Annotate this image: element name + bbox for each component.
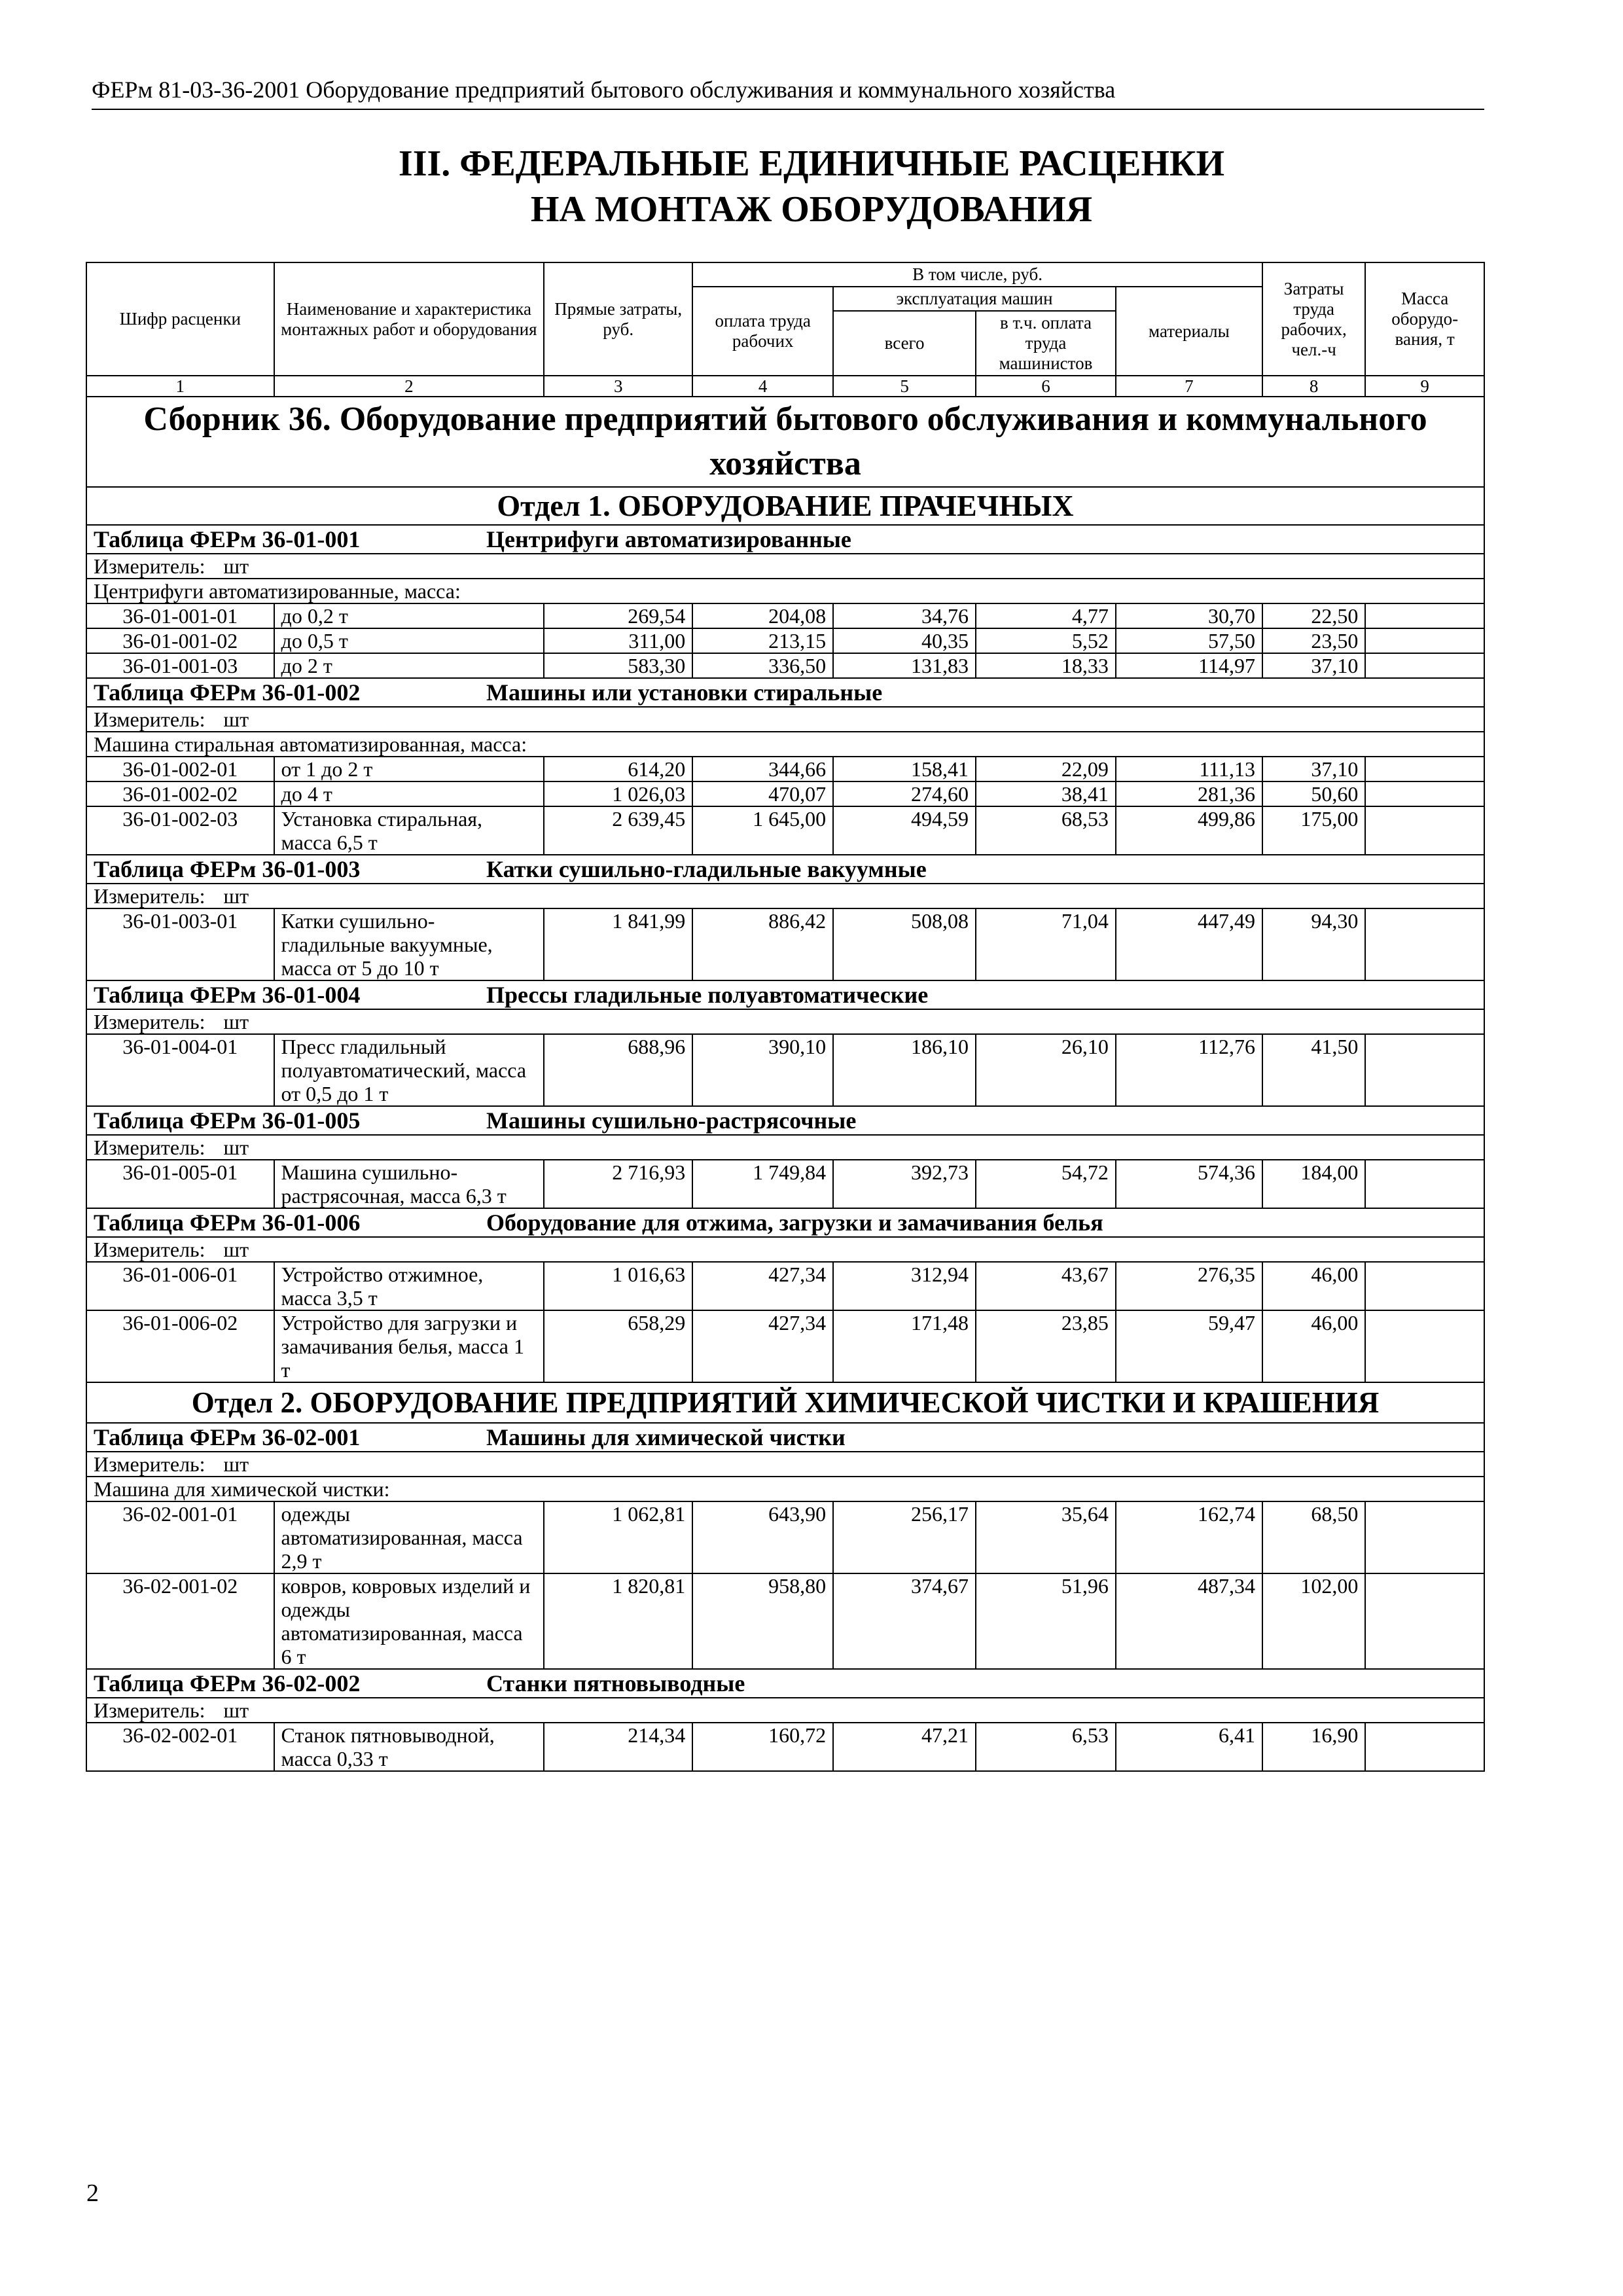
table-name: Прессы гладильные полуавтоматические <box>486 982 929 1008</box>
meter-row <box>86 884 1484 908</box>
rate-code: 36-01-001-02 <box>86 628 274 653</box>
meter-unit: шт <box>223 1238 249 1261</box>
equipment-mass <box>1365 1573 1484 1669</box>
table-row <box>86 806 1484 855</box>
group-caption: Машина для химической чистки: <box>86 1477 1484 1501</box>
table-row <box>86 653 1484 678</box>
equipment-mass <box>1365 1501 1484 1573</box>
operator-pay: 51,96 <box>976 1573 1116 1669</box>
operator-pay: 38,41 <box>976 781 1116 806</box>
materials: 112,76 <box>1116 1034 1262 1106</box>
meter-row <box>86 1135 1484 1160</box>
header-name: Наименование и характеристика монтажных работ и оборудования <box>274 262 544 376</box>
equipment-mass <box>1365 628 1484 653</box>
materials: 574,36 <box>1116 1160 1262 1208</box>
table-name: Катки сушильно-гладильные вакуумные <box>486 856 927 882</box>
table-row <box>86 908 1484 980</box>
materials: 30,70 <box>1116 603 1262 628</box>
machines-total: 186,10 <box>833 1034 976 1106</box>
machines-total: 40,35 <box>833 628 976 653</box>
header-mass: Масса оборудо-вания, т <box>1365 262 1484 376</box>
materials: 276,35 <box>1116 1262 1262 1310</box>
rate-code: 36-01-004-01 <box>86 1034 274 1106</box>
machines-total: 494,59 <box>833 806 976 855</box>
work-name: Установка стиральная, масса 6,5 т <box>274 806 544 855</box>
table-heading-row <box>86 1106 1484 1135</box>
caption-row <box>86 1477 1484 1501</box>
meter-label: Измеритель: <box>94 1698 205 1722</box>
labor-pay: 1 645,00 <box>692 806 833 855</box>
caption-row <box>86 579 1484 603</box>
table-code: Таблица ФЕРм 36-02-001 <box>94 1424 361 1450</box>
table-row <box>86 1501 1484 1573</box>
rate-code: 36-01-002-03 <box>86 806 274 855</box>
table-row <box>86 1034 1484 1106</box>
direct-costs: 1 841,99 <box>544 908 692 980</box>
table-header <box>86 262 1484 397</box>
meter-label: Измеритель: <box>94 1010 205 1033</box>
direct-costs: 311,00 <box>544 628 692 653</box>
operator-pay: 5,52 <box>976 628 1116 653</box>
equipment-mass <box>1365 1034 1484 1106</box>
meter-label: Измеритель: <box>94 1452 205 1476</box>
column-number: 4 <box>692 376 833 397</box>
column-numbers <box>86 376 1484 397</box>
table-heading-row <box>86 1423 1484 1452</box>
table-row <box>86 1723 1484 1771</box>
operator-pay: 26,10 <box>976 1034 1116 1106</box>
labor-pay: 344,66 <box>692 757 833 781</box>
labor-hours: 22,50 <box>1262 603 1365 628</box>
labor-pay: 427,34 <box>692 1310 833 1382</box>
rates-table <box>86 262 1485 1772</box>
rate-code: 36-01-003-01 <box>86 908 274 980</box>
labor-hours: 50,60 <box>1262 781 1365 806</box>
group-caption: Машина стиральная автоматизированная, масса: <box>86 732 1484 757</box>
work-name: Пресс гладильный полуавтоматический, масса от 0,5 до 1 т <box>274 1034 544 1106</box>
direct-costs: 269,54 <box>544 603 692 628</box>
header-direct-costs: Прямые затраты, руб. <box>544 262 692 376</box>
operator-pay: 6,53 <box>976 1723 1116 1771</box>
table-code: Таблица ФЕРм 36-01-003 <box>94 856 361 882</box>
equipment-mass <box>1365 603 1484 628</box>
machines-total: 158,41 <box>833 757 976 781</box>
labor-pay: 427,34 <box>692 1262 833 1310</box>
table-name: Оборудование для отжима, загрузки и замачивания белья <box>486 1210 1103 1236</box>
labor-pay: 470,07 <box>692 781 833 806</box>
column-number: 7 <box>1116 376 1262 397</box>
operator-pay: 23,85 <box>976 1310 1116 1382</box>
equipment-mass <box>1365 653 1484 678</box>
materials: 487,34 <box>1116 1573 1262 1669</box>
header-including: В том числе, руб. <box>692 262 1262 287</box>
table-row <box>86 757 1484 781</box>
machines-total: 34,76 <box>833 603 976 628</box>
table-row <box>86 628 1484 653</box>
direct-costs: 2 639,45 <box>544 806 692 855</box>
table-row <box>86 1310 1484 1382</box>
rate-code: 36-01-002-02 <box>86 781 274 806</box>
table-code: Таблица ФЕРм 36-01-006 <box>94 1210 361 1236</box>
operator-pay: 54,72 <box>976 1160 1116 1208</box>
table-heading-row <box>86 1208 1484 1237</box>
labor-hours: 46,00 <box>1262 1310 1365 1382</box>
table-name: Машины сушильно-растрясочные <box>486 1107 857 1134</box>
table-heading <box>86 1208 1484 1237</box>
table-name: Центрифуги автоматизированные <box>486 526 851 552</box>
column-number: 6 <box>976 376 1116 397</box>
table-row <box>86 1573 1484 1669</box>
meter-label: Измеритель: <box>94 1238 205 1261</box>
table-heading <box>86 1669 1484 1698</box>
table-heading-row <box>86 525 1484 554</box>
materials: 59,47 <box>1116 1310 1262 1382</box>
column-number: 2 <box>274 376 544 397</box>
equipment-mass <box>1365 781 1484 806</box>
division-title: Отдел 1. ОБОРУДОВАНИЕ ПРАЧЕЧНЫХ <box>86 487 1484 525</box>
rate-code: 36-02-001-02 <box>86 1573 274 1669</box>
table-heading-row <box>86 1669 1484 1698</box>
work-name: Машина сушильно-растрясочная, масса 6,3 т <box>274 1160 544 1208</box>
direct-costs: 688,96 <box>544 1034 692 1106</box>
work-name: ковров, ковровых изделий и одежды автоматизированная, масса 6 т <box>274 1573 544 1669</box>
meter-row <box>86 1009 1484 1034</box>
labor-hours: 102,00 <box>1262 1573 1365 1669</box>
meter-unit: шт <box>223 1010 249 1033</box>
meter <box>86 1237 1484 1262</box>
meter <box>86 1698 1484 1723</box>
table-code: Таблица ФЕРм 36-01-001 <box>94 526 361 552</box>
table-heading <box>86 1423 1484 1452</box>
operator-pay: 22,09 <box>976 757 1116 781</box>
column-number: 8 <box>1262 376 1365 397</box>
table-row <box>86 1262 1484 1310</box>
table-row <box>86 1160 1484 1208</box>
materials: 499,86 <box>1116 806 1262 855</box>
materials: 6,41 <box>1116 1723 1262 1771</box>
operator-pay: 68,53 <box>976 806 1116 855</box>
operator-pay: 71,04 <box>976 908 1116 980</box>
page-title <box>0 141 1623 232</box>
meter-row <box>86 554 1484 579</box>
labor-hours: 184,00 <box>1262 1160 1365 1208</box>
table-code: Таблица ФЕРм 36-01-005 <box>94 1107 361 1134</box>
table-heading-row <box>86 855 1484 884</box>
table-heading <box>86 525 1484 554</box>
equipment-mass <box>1365 757 1484 781</box>
meter-row <box>86 1237 1484 1262</box>
group-caption: Центрифуги автоматизированные, масса: <box>86 579 1484 603</box>
rate-code: 36-02-001-01 <box>86 1501 274 1573</box>
meter <box>86 554 1484 579</box>
meter <box>86 1135 1484 1160</box>
meter-unit: шт <box>223 708 249 731</box>
machines-total: 374,67 <box>833 1573 976 1669</box>
materials: 447,49 <box>1116 908 1262 980</box>
meter <box>86 884 1484 908</box>
direct-costs: 1 820,81 <box>544 1573 692 1669</box>
machines-total: 312,94 <box>833 1262 976 1310</box>
header-machines: эксплуатация машин <box>833 287 1116 311</box>
operator-pay: 18,33 <box>976 653 1116 678</box>
operator-pay: 35,64 <box>976 1501 1116 1573</box>
title-line-2: НА МОНТАЖ ОБОРУДОВАНИЯ <box>530 189 1093 230</box>
meter <box>86 1452 1484 1477</box>
machines-total: 256,17 <box>833 1501 976 1573</box>
labor-hours: 175,00 <box>1262 806 1365 855</box>
table-heading <box>86 678 1484 707</box>
header-materials: материалы <box>1116 287 1262 376</box>
direct-costs: 1 026,03 <box>544 781 692 806</box>
title-line-1: III. ФЕДЕРАЛЬНЫЕ ЕДИНИЧНЫЕ РАСЦЕНКИ <box>398 143 1225 184</box>
equipment-mass <box>1365 1310 1484 1382</box>
table-body <box>86 397 1484 1771</box>
meter-row <box>86 1452 1484 1477</box>
table-heading <box>86 980 1484 1009</box>
table-heading <box>86 855 1484 884</box>
work-name: до 4 т <box>274 781 544 806</box>
header-operator-pay: в т.ч. оплата труда машинистов <box>976 311 1116 376</box>
rate-code: 36-01-001-03 <box>86 653 274 678</box>
collection-title: Сборник 36. Оборудование предприятий бытового обслуживания и коммунального хозяйства <box>86 397 1484 487</box>
column-number: 3 <box>544 376 692 397</box>
equipment-mass <box>1365 1262 1484 1310</box>
rate-code: 36-01-006-02 <box>86 1310 274 1382</box>
meter-unit: шт <box>223 554 249 578</box>
direct-costs: 214,34 <box>544 1723 692 1771</box>
equipment-mass <box>1365 1723 1484 1771</box>
meter-label: Измеритель: <box>94 884 205 908</box>
header-code: Шифр расценки <box>86 262 274 376</box>
machines-total: 274,60 <box>833 781 976 806</box>
equipment-mass <box>1365 806 1484 855</box>
table-heading-row <box>86 980 1484 1009</box>
equipment-mass <box>1365 908 1484 980</box>
labor-pay: 204,08 <box>692 603 833 628</box>
labor-pay: 213,15 <box>692 628 833 653</box>
header-labor: Затраты труда рабочих, чел.-ч <box>1262 262 1365 376</box>
work-name: до 0,5 т <box>274 628 544 653</box>
page-number: 2 <box>86 2179 99 2207</box>
labor-hours: 37,10 <box>1262 757 1365 781</box>
labor-hours: 23,50 <box>1262 628 1365 653</box>
labor-hours: 46,00 <box>1262 1262 1365 1310</box>
table-row <box>86 603 1484 628</box>
operator-pay: 4,77 <box>976 603 1116 628</box>
meter-row <box>86 707 1484 732</box>
labor-hours: 94,30 <box>1262 908 1365 980</box>
division-title: Отдел 2. ОБОРУДОВАНИЕ ПРЕДПРИЯТИЙ ХИМИЧЕСКОЙ ЧИСТКИ И КРАШЕНИЯ <box>86 1382 1484 1423</box>
table-heading-row <box>86 678 1484 707</box>
labor-pay: 1 749,84 <box>692 1160 833 1208</box>
work-name: одежды автоматизированная, масса 2,9 т <box>274 1501 544 1573</box>
work-name: до 0,2 т <box>274 603 544 628</box>
header-labor-pay: оплата труда рабочих <box>692 287 833 376</box>
work-name: Устройство для загрузки и замачивания белья, масса 1 т <box>274 1310 544 1382</box>
table-row <box>86 781 1484 806</box>
work-name: Устройство отжимное, масса 3,5 т <box>274 1262 544 1310</box>
labor-pay: 886,42 <box>692 908 833 980</box>
work-name: до 2 т <box>274 653 544 678</box>
machines-total: 392,73 <box>833 1160 976 1208</box>
table-code: Таблица ФЕРм 36-02-002 <box>94 1670 361 1696</box>
materials: 281,36 <box>1116 781 1262 806</box>
operator-pay: 43,67 <box>976 1262 1116 1310</box>
materials: 111,13 <box>1116 757 1262 781</box>
meter-label: Измеритель: <box>94 708 205 731</box>
materials: 162,74 <box>1116 1501 1262 1573</box>
meter-label: Измеритель: <box>94 554 205 578</box>
table-name: Станки пятновыводные <box>486 1670 745 1696</box>
direct-costs: 658,29 <box>544 1310 692 1382</box>
machines-total: 47,21 <box>833 1723 976 1771</box>
meter-unit: шт <box>223 1452 249 1476</box>
caption-row <box>86 732 1484 757</box>
labor-pay: 336,50 <box>692 653 833 678</box>
meter-unit: шт <box>223 884 249 908</box>
table-code: Таблица ФЕРм 36-01-002 <box>94 679 361 706</box>
table-name: Машины или установки стиральные <box>486 679 883 706</box>
labor-hours: 68,50 <box>1262 1501 1365 1573</box>
materials: 57,50 <box>1116 628 1262 653</box>
rate-code: 36-02-002-01 <box>86 1723 274 1771</box>
direct-costs: 614,20 <box>544 757 692 781</box>
labor-hours: 37,10 <box>1262 653 1365 678</box>
machines-total: 171,48 <box>833 1310 976 1382</box>
table-heading <box>86 1106 1484 1135</box>
meter <box>86 707 1484 732</box>
work-name: Катки сушильно-гладильные вакуумные, масса от 5 до 10 т <box>274 908 544 980</box>
rate-code: 36-01-002-01 <box>86 757 274 781</box>
equipment-mass <box>1365 1160 1484 1208</box>
machines-total: 131,83 <box>833 653 976 678</box>
direct-costs: 1 062,81 <box>544 1501 692 1573</box>
table-code: Таблица ФЕРм 36-01-004 <box>94 982 361 1008</box>
materials: 114,97 <box>1116 653 1262 678</box>
meter <box>86 1009 1484 1034</box>
machines-total: 508,08 <box>833 908 976 980</box>
direct-costs: 1 016,63 <box>544 1262 692 1310</box>
work-name: от 1 до 2 т <box>274 757 544 781</box>
labor-pay: 958,80 <box>692 1573 833 1669</box>
work-name: Станок пятновыводной, масса 0,33 т <box>274 1723 544 1771</box>
meter-unit: шт <box>223 1136 249 1159</box>
table-name: Машины для химической чистки <box>486 1424 846 1450</box>
labor-pay: 643,90 <box>692 1501 833 1573</box>
rate-code: 36-01-001-01 <box>86 603 274 628</box>
labor-pay: 390,10 <box>692 1034 833 1106</box>
meter-unit: шт <box>223 1698 249 1722</box>
header-machines-total: всего <box>833 311 976 376</box>
labor-pay: 160,72 <box>692 1723 833 1771</box>
column-number: 9 <box>1365 376 1484 397</box>
labor-hours: 16,90 <box>1262 1723 1365 1771</box>
meter-row <box>86 1698 1484 1723</box>
labor-hours: 41,50 <box>1262 1034 1365 1106</box>
rate-code: 36-01-005-01 <box>86 1160 274 1208</box>
meter-label: Измеритель: <box>94 1136 205 1159</box>
running-head: ФЕРм 81-03-36-2001 Оборудование предприятий бытового обслуживания и коммунального хозяйства <box>92 73 1484 110</box>
direct-costs: 583,30 <box>544 653 692 678</box>
division-row <box>86 1382 1484 1423</box>
column-number: 5 <box>833 376 976 397</box>
column-number: 1 <box>86 376 274 397</box>
direct-costs: 2 716,93 <box>544 1160 692 1208</box>
rate-code: 36-01-006-01 <box>86 1262 274 1310</box>
